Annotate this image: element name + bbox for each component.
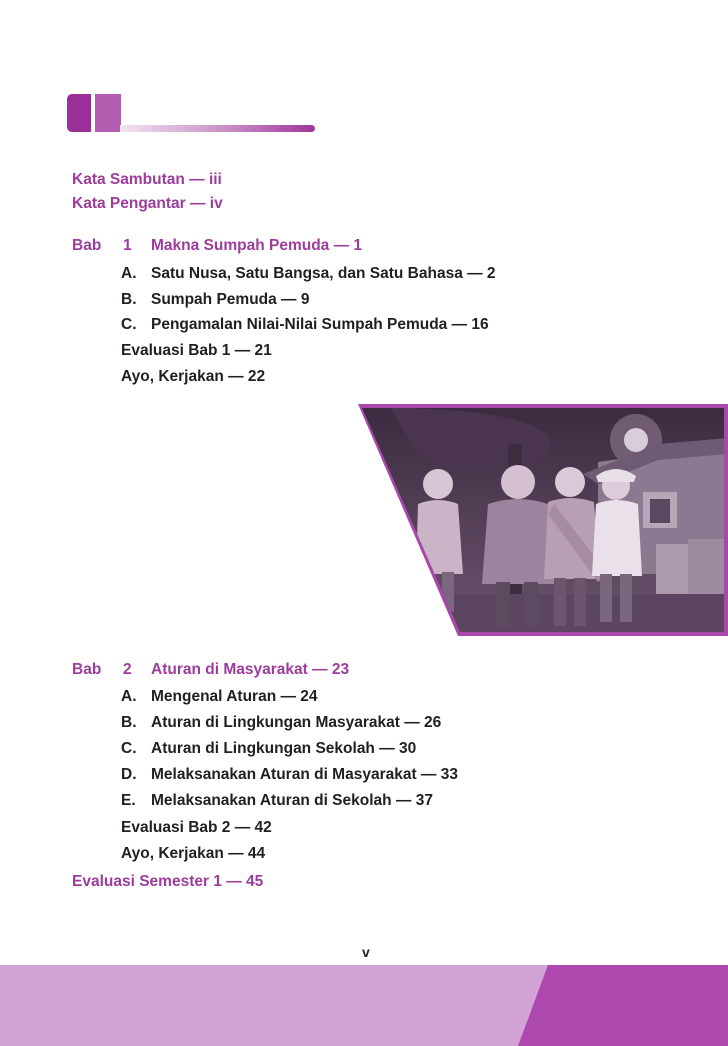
- bab-1-number: 1: [123, 237, 132, 254]
- bab-1-section-b[interactable]: Sumpah Pemuda — 9: [151, 291, 310, 308]
- bab-2-section-b[interactable]: Aturan di Lingkungan Masyarakat — 26: [151, 714, 442, 731]
- header-block-dark: [67, 94, 91, 132]
- bab-2-title[interactable]: Aturan di Masyarakat — 23: [151, 661, 350, 678]
- bab-2-section-e-letter: E.: [121, 792, 136, 809]
- bab-2-section-e[interactable]: Melaksanakan Aturan di Sekolah — 37: [151, 792, 433, 809]
- bab-2-evaluasi[interactable]: Evaluasi Bab 2 — 42: [121, 819, 272, 836]
- bab-1-title[interactable]: Makna Sumpah Pemuda — 1: [151, 237, 363, 254]
- bab-1-section-b-letter: B.: [121, 291, 137, 308]
- bab-1-ayo-kerjakan[interactable]: Ayo, Kerjakan — 22: [121, 368, 266, 385]
- bab-1-evaluasi[interactable]: Evaluasi Bab 1 — 21: [121, 342, 272, 359]
- footer-accent: [518, 965, 728, 1046]
- bab-2-ayo-kerjakan[interactable]: Ayo, Kerjakan — 44: [121, 845, 266, 862]
- bab-1-section-c-letter: C.: [121, 316, 137, 333]
- header-gradient-line: [120, 125, 315, 132]
- bab-2-section-c[interactable]: Aturan di Lingkungan Sekolah — 30: [151, 740, 417, 757]
- bab-2-section-d[interactable]: Melaksanakan Aturan di Masyarakat — 33: [151, 766, 458, 783]
- children-walking-at-night-illustration: [358, 404, 728, 636]
- bab-1-label: Bab: [72, 237, 102, 254]
- bab-1-section-a[interactable]: Satu Nusa, Satu Bangsa, dan Satu Bahasa — 2: [151, 265, 496, 282]
- bab-2-section-a-letter: A.: [121, 688, 137, 705]
- bab-2-section-a[interactable]: Mengenal Aturan — 24: [151, 688, 318, 705]
- toc-kata-sambutan[interactable]: Kata Sambutan — iii: [72, 171, 222, 188]
- bab-2-section-d-letter: D.: [121, 766, 137, 783]
- toc-kata-pengantar[interactable]: Kata Pengantar — iv: [72, 195, 223, 212]
- bab-2-section-b-letter: B.: [121, 714, 137, 731]
- header-block-light: [95, 94, 121, 132]
- bab-2-label: Bab: [72, 661, 102, 678]
- bab-1-section-c[interactable]: Pengamalan Nilai-Nilai Sumpah Pemuda — 16: [151, 316, 489, 333]
- bab-2-section-c-letter: C.: [121, 740, 137, 757]
- bab-1-section-a-letter: A.: [121, 265, 137, 282]
- page-number: v: [362, 944, 370, 960]
- toc-evaluasi-semester[interactable]: Evaluasi Semester 1 — 45: [72, 873, 264, 890]
- bab-2-number: 2: [123, 661, 132, 678]
